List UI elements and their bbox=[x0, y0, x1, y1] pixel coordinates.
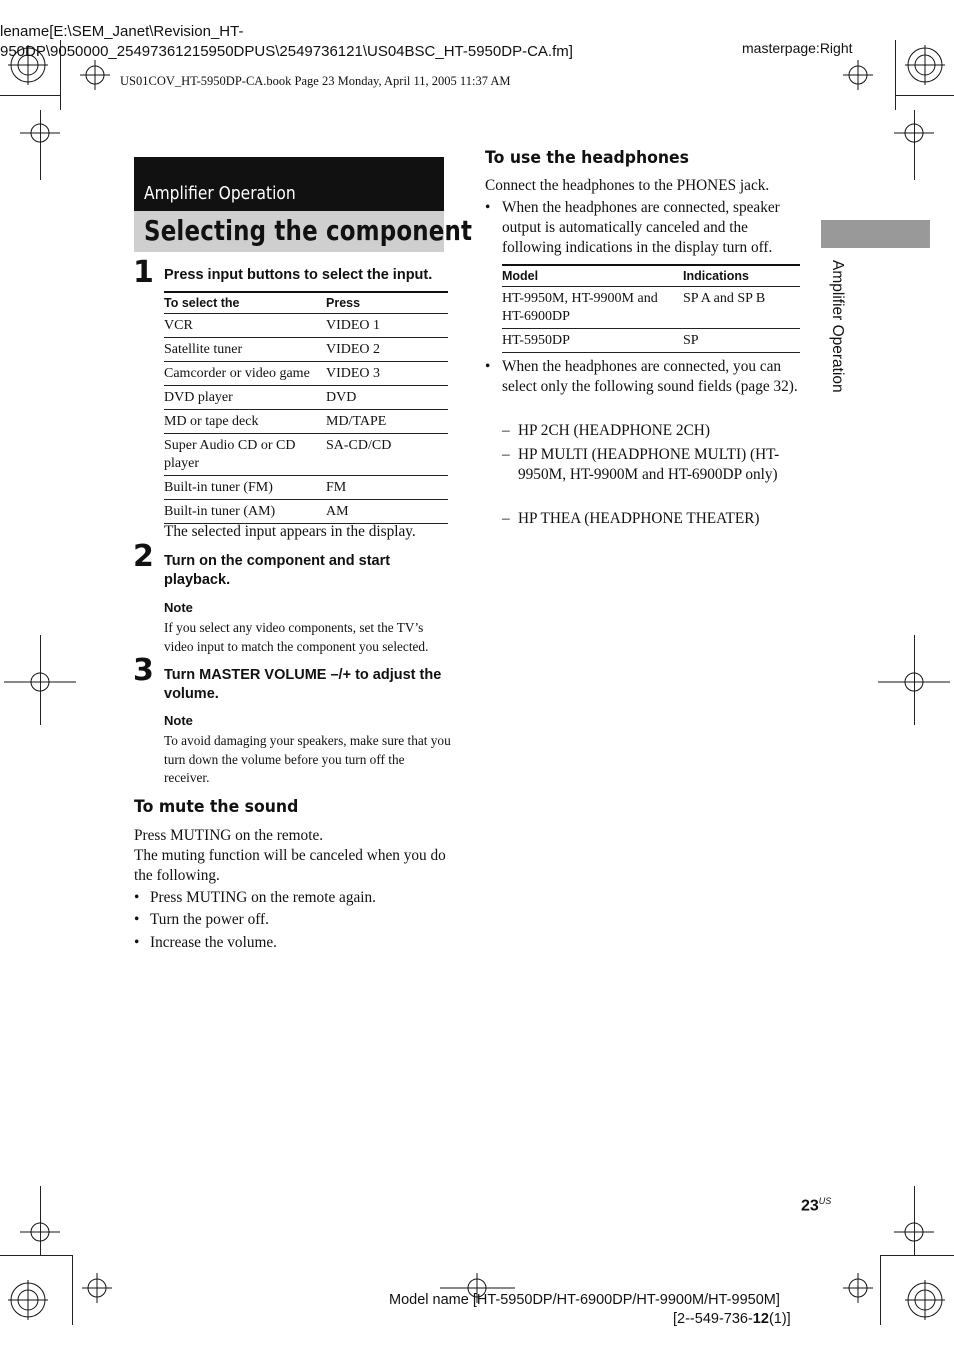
part-number-suffix: (1)] bbox=[768, 1311, 791, 1327]
section-label: Amplifier Operation bbox=[144, 183, 296, 204]
table-cell: VIDEO 2 bbox=[326, 338, 448, 362]
table-row bbox=[164, 338, 448, 362]
side-tab bbox=[821, 220, 930, 248]
part-number-bold: 12 bbox=[752, 1311, 769, 1327]
table-cell: DVD player bbox=[164, 386, 326, 410]
table-row bbox=[164, 362, 448, 386]
list-item bbox=[134, 933, 454, 953]
list-item bbox=[502, 445, 802, 507]
step-2-number: 2 bbox=[133, 539, 154, 574]
list-item-text: HP MULTI (HEADPHONE MULTI) (HT-9950M, HT-9900M and HT-6900DP only) bbox=[518, 446, 780, 483]
table-cell: HT-9950M, HT-9900M and HT-6900DP bbox=[502, 287, 683, 329]
table-cell: FM bbox=[326, 476, 448, 500]
table-header-cell: To select the bbox=[164, 296, 240, 310]
step-1-after-text: The selected input appears in the display. bbox=[164, 523, 416, 540]
table-row bbox=[164, 386, 448, 410]
table-cell: SP A and SP B bbox=[683, 287, 800, 329]
step-2-text: Turn on the component and start playback. bbox=[164, 553, 391, 588]
step-1-number: 1 bbox=[133, 255, 154, 290]
page-number bbox=[801, 1196, 831, 1215]
dash-mark: – bbox=[502, 510, 510, 527]
indications-table bbox=[502, 264, 800, 353]
table-header-cell: Model bbox=[502, 269, 539, 283]
dash-mark: – bbox=[502, 446, 510, 463]
table-header-row bbox=[164, 292, 448, 314]
header-book-info: US01COV_HT-5950DP-CA.book Page 23 Monday, April 11, 2005 11:37 AM bbox=[120, 74, 511, 88]
mute-intro-2: The muting function will be canceled when you do the following. bbox=[134, 847, 446, 884]
list-item bbox=[134, 910, 454, 930]
mute-intro: Press MUTING on the remote. bbox=[134, 827, 324, 844]
table-cell: DVD bbox=[326, 386, 448, 410]
list-item-text: HP THEA (HEADPHONE THEATER) bbox=[518, 510, 760, 527]
table-cell: Built-in tuner (FM) bbox=[164, 476, 326, 500]
page-title: Selecting the component bbox=[144, 214, 473, 247]
table-cell: HT-5950DP bbox=[502, 329, 683, 353]
table-cell: Camcorder or video game bbox=[164, 362, 326, 386]
step-1-text: Press input buttons to select the input. bbox=[164, 267, 433, 283]
table-cell: Super Audio CD or CD player bbox=[164, 434, 326, 476]
table-row bbox=[164, 410, 448, 434]
table-row bbox=[164, 500, 448, 524]
bullet-mark: • bbox=[485, 199, 491, 216]
header-masterpage: masterpage:Right bbox=[742, 40, 853, 56]
header-filename-line2: 950DP\9050000_25497361215950DPUS\2549736121\US04BSC_HT-5950DP-CA.fm] bbox=[0, 43, 573, 60]
table-cell: MD/TAPE bbox=[326, 410, 448, 434]
table-header-row bbox=[502, 265, 800, 287]
list-item-text: When the headphones are connected, speaker output is automatically canceled and the following indications in the display turn off. bbox=[502, 199, 780, 256]
side-tab-label: Amplifier Operation bbox=[829, 260, 846, 393]
list-item-text: Turn the power off. bbox=[150, 911, 269, 928]
table-cell: SP bbox=[683, 329, 800, 353]
table-header-cell: Press bbox=[326, 296, 361, 310]
headphones-heading: To use the headphones bbox=[485, 148, 690, 167]
note-1-text: If you select any video components, set the TV’s video input to match the component you selected. bbox=[164, 620, 429, 654]
list-item bbox=[134, 888, 454, 908]
step-3-text: Turn MASTER VOLUME –/+ to adjust the volume. bbox=[164, 667, 442, 702]
table-cell: VIDEO 3 bbox=[326, 362, 448, 386]
page-number-suffix: US bbox=[818, 1196, 832, 1206]
table-row bbox=[164, 434, 448, 476]
table-cell: AM bbox=[326, 500, 448, 524]
step-3-number: 3 bbox=[133, 653, 154, 688]
table-row bbox=[502, 329, 800, 353]
list-item-text: Increase the volume. bbox=[150, 934, 277, 951]
table-row bbox=[502, 287, 800, 329]
bullet-mark: • bbox=[134, 911, 140, 928]
part-number-prefix: [2--549-736- bbox=[673, 1311, 753, 1327]
section-bar bbox=[134, 157, 444, 211]
input-table bbox=[164, 291, 448, 524]
bullet-mark: • bbox=[134, 889, 140, 906]
table-cell: Satellite tuner bbox=[164, 338, 326, 362]
note-2-heading: Note bbox=[164, 713, 193, 728]
page-number-value: 23 bbox=[801, 1197, 819, 1215]
list-item-text: When the headphones are connected, you can select only the following sound fields (page 32). bbox=[502, 358, 798, 395]
bullet-mark: • bbox=[134, 934, 140, 951]
list-item bbox=[502, 509, 802, 529]
table-cell: SA-CD/CD bbox=[326, 434, 448, 476]
title-bar bbox=[134, 211, 473, 252]
list-item bbox=[485, 357, 805, 419]
footer-part-number bbox=[673, 1311, 791, 1327]
table-cell: Built-in tuner (AM) bbox=[164, 500, 326, 524]
dash-mark: – bbox=[502, 422, 510, 439]
header-filename bbox=[0, 22, 573, 62]
bullet-mark: • bbox=[485, 358, 491, 375]
table-cell: VIDEO 1 bbox=[326, 314, 448, 338]
table-row bbox=[164, 476, 448, 500]
header-filename-line1: lename[E:\SEM_Janet\Revision_HT- bbox=[0, 23, 244, 40]
list-item-text: HP 2CH (HEADPHONE 2CH) bbox=[518, 422, 710, 439]
note-2-text: To avoid damaging your speakers, make sure that you turn down the volume before you turn off the receiver. bbox=[164, 733, 451, 785]
table-header-cell: Indications bbox=[683, 269, 749, 283]
footer-model-name: Model name [HT-5950DP/HT-6900DP/HT-9900M/HT-9950M] bbox=[389, 1292, 780, 1308]
table-cell: VCR bbox=[164, 314, 326, 338]
mute-heading: To mute the sound bbox=[134, 797, 299, 816]
table-cell: MD or tape deck bbox=[164, 410, 326, 434]
title-block bbox=[134, 157, 473, 252]
list-item bbox=[485, 198, 805, 260]
list-item bbox=[502, 421, 802, 441]
headphones-intro: Connect the headphones to the PHONES jack. bbox=[485, 177, 770, 194]
list-item-text: Press MUTING on the remote again. bbox=[150, 889, 377, 906]
table-row bbox=[164, 314, 448, 338]
note-1-heading: Note bbox=[164, 600, 193, 615]
